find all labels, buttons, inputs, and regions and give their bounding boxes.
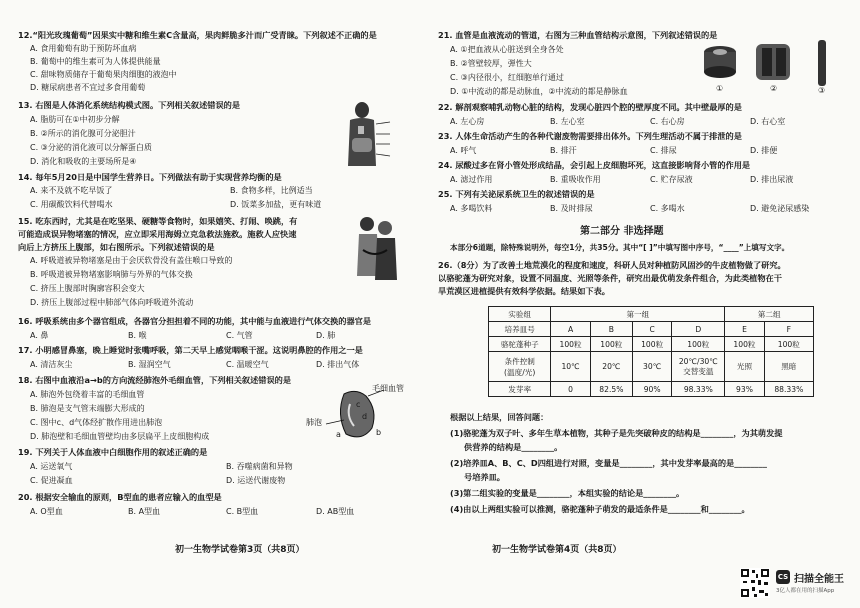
table-cell: 0	[551, 382, 590, 397]
q17-option-d: D. 排出气体	[316, 360, 360, 369]
table-cell: 培养皿号	[489, 322, 551, 337]
q24-option-d: D. 排出尿液	[750, 175, 794, 184]
q16-stem: 16. 呼吸系统由多个器官组成，各器官分担担着不同的功能，其中能与血液进行气体交换的器官是	[18, 316, 372, 326]
q17-option-a: A. 清洁灰尘	[30, 360, 73, 369]
cond-label-1: 条件控制	[504, 356, 535, 366]
q24-option-a: A. 滤过作用	[450, 175, 493, 184]
q20-option-d: D. AB型血	[316, 507, 355, 516]
answer-2b: 号培养皿。	[464, 472, 505, 482]
table-cell: 93%	[725, 382, 764, 397]
table-cell: 实验组	[489, 307, 551, 322]
q16-option-a: A. 鼻	[30, 331, 49, 340]
answer-2: (2)培养皿A、B、C、D四组进行对照，变量是________，其中发芽率最高的是________	[450, 458, 767, 468]
q16-option-c: C. 气管	[226, 331, 253, 340]
q23-option-d: D. 排便	[750, 146, 778, 155]
q13-option-c: C. ③分泌的消化液可以分解蛋白质	[30, 143, 152, 152]
q12-option-a: A. 食用葡萄有助于预防坏血病	[30, 44, 137, 53]
q15-option-b: B. 呼吸道被异物堵塞影响肺与外界的气体交换	[30, 270, 193, 279]
q21-option-a: A. ①把血液从心脏送到全身各处	[450, 45, 564, 54]
section-title: 第二部分 非选择题	[580, 226, 664, 237]
table-cell: 100粒	[590, 337, 632, 352]
q20-option-b: B. A型血	[128, 507, 161, 516]
q18-option-b: B. 肺泡是支气管末端膨大形成的	[30, 404, 145, 413]
q22-option-b: B. 左心室	[550, 117, 585, 126]
q14-option-d: D. 饭菜多加盐，更有味道	[230, 200, 322, 209]
brand-logo-icon: CS	[776, 570, 790, 584]
table-cell	[489, 352, 551, 382]
table-cell: 100粒	[725, 337, 764, 352]
q14-stem: 14. 每年5月20日是中国学生营养日。下列做法有助于实现营养均衡的是	[18, 172, 282, 182]
q15-stem-line3: 向后上方挤压上腹部，如右图所示。下列叙述错误的是	[18, 242, 215, 252]
q25-option-b: B. 及时排尿	[550, 204, 593, 213]
table-cell: E	[725, 322, 764, 337]
label-b: b	[376, 428, 382, 437]
q12-option-d: D. 糖尿病患者不宜过多食用葡萄	[30, 83, 146, 92]
q21-stem: 21. 血管是血液流动的管道，右图为三种血管结构示意图，下列叙述错误的是	[438, 30, 718, 40]
q13-option-a: A. 脂肪可在①中初步分解	[30, 115, 120, 124]
table-cell: B	[590, 322, 632, 337]
table-row	[489, 307, 814, 322]
q19-option-a: A. 运送氧气	[30, 462, 73, 471]
table-cell: C	[632, 322, 671, 337]
table-cell: 黑暗	[764, 352, 813, 382]
answer-intro: 根据以上结果，回答问题：	[450, 412, 549, 422]
label-d: d	[362, 412, 368, 421]
vessel-label-1: ①	[716, 84, 724, 93]
q18-stem: 18. 右图中血液沿a→b的方向流经肺泡外毛细血管，下列相关叙述错误的是	[18, 375, 292, 385]
table-cell: 20℃	[590, 352, 632, 382]
qr-code-icon	[740, 568, 770, 598]
experiment-table	[488, 306, 814, 397]
answer-4: (4)由以上两组实验可以推测，骆驼蓬种子萌发的最适条件是________和________。	[450, 504, 750, 514]
q21-option-c: C. ③内径很小，红细胞单行通过	[450, 73, 564, 82]
q12-option-c: C. 甜味物质储存于葡萄果肉细胞的液泡中	[30, 70, 177, 79]
table-row	[489, 322, 814, 337]
table-row	[489, 382, 814, 397]
q18-option-a: A. 肺泡外包绕着丰富的毛细血管	[30, 390, 145, 399]
q22-stem: 22. 解剖观察哺乳动物心脏的结构，发现心脏四个腔的壁厚度不同。其中壁最厚的是	[438, 102, 742, 112]
table-cell: 88.33%	[764, 382, 813, 397]
q15-option-a: A. 呼吸道被异物堵塞是由于会厌软骨没有盖住喉口导致的	[30, 256, 233, 265]
table-row	[489, 337, 814, 352]
q25-option-d: D. 避免泌尿感染	[750, 204, 810, 213]
q23-option-a: A. 呼气	[450, 146, 477, 155]
table-cell: 10℃	[551, 352, 590, 382]
heimlich-figure	[345, 214, 405, 288]
q16-option-b: B. 喉	[128, 331, 147, 340]
page-footer-left: 初一生物学试卷第3页（共8页）	[175, 545, 305, 555]
table-cell: 100粒	[632, 337, 671, 352]
q20-option-a: A. O型血	[30, 507, 63, 516]
q12-option-b: B. 葡萄中的维生素可为人体提供能量	[30, 57, 161, 66]
table-cell: 光照	[725, 352, 764, 382]
answer-3: (3)第二组实验的变量是________，本组实验的结论是________。	[450, 488, 685, 498]
cond-label-2: (温度/光)	[504, 367, 536, 377]
table-cell: 100粒	[764, 337, 813, 352]
label-c: c	[356, 400, 361, 409]
q15-stem-line2: 可能造成误异物堵塞的情况，应立即采用海姆立克急救法施救。施救人应快速	[18, 229, 297, 239]
table-cell: D	[672, 322, 725, 337]
table-cell: 98.33%	[672, 382, 725, 397]
q19-option-d: D. 运送代谢废物	[226, 476, 286, 485]
q25-option-a: A. 多喝饮料	[450, 204, 493, 213]
q23-option-b: B. 排汗	[550, 146, 577, 155]
q18-option-c: C. 图中c、d气体经扩散作用进出肺泡	[30, 418, 163, 427]
answer-1: (1)骆驼蓬为双子叶、多年生草本植物，其种子是先突破种皮的结构是________，为其萌发提	[450, 428, 783, 438]
q16-option-d: D. 肺	[316, 331, 336, 340]
q19-stem: 19. 下列关于人体血液中白细胞作用的叙述正确的是	[18, 447, 208, 457]
q19-option-c: C. 促进凝血	[30, 476, 73, 485]
table-cell: 第一组	[551, 307, 725, 322]
q20-option-c: C. B型血	[226, 507, 259, 516]
q15-stem-line1: 15. 吃东西时，尤其是在吃坚果、硬糖等食物时，如果嬉笑、打闹、唤跳，有	[18, 216, 298, 226]
q21-option-d: D. ①中流动的都是动脉血，②中流动的都是静脉血	[450, 87, 628, 96]
q15-option-d: D. 挤压上腹部过程中肺部气体向呼吸道外流动	[30, 298, 194, 307]
right-page	[430, 0, 860, 608]
q26-stem-line3: 旱荒漠区进植提供有效科学依据。结果如下表。	[438, 286, 610, 296]
table-cell: F	[764, 322, 813, 337]
section-intro: 本部分6道题，除特殊说明外，每空1分，共35分。其中“[ ]”中填写图中序号，“____”上填写文字。	[450, 243, 790, 252]
q25-stem: 25. 下列有关泌尿系统卫生的叙述错误的是	[438, 189, 595, 199]
q18-option-d: D. 肺泡壁和毛细血管壁均由多层扁平上皮细胞构成	[30, 432, 210, 441]
q13-option-d: D. 消化和吸收的主要场所是④	[30, 157, 137, 166]
q20-stem: 20. 根据安全输血的原则，B型血的患者应输入的血型是	[18, 492, 222, 502]
q26-stem-line1: 26.（8分）为了改善土地荒漠化的程度和速度，科研人员对种植防风固沙的牛皮植物做了研究。	[438, 260, 786, 270]
table-row	[489, 352, 814, 382]
q14-option-b: B. 食物多样，比例适当	[230, 186, 313, 195]
table-cell: 82.5%	[590, 382, 632, 397]
q21-option-b: B. ②管壁较厚，弹性大	[450, 59, 532, 68]
q25-option-c: C. 多喝水	[650, 204, 685, 213]
q22-option-d: D. 右心室	[750, 117, 786, 126]
q12-stem: 12.“阳光玫瑰葡萄”因果实中糖和维生素C含量高，果肉鲜脆多汁而广受青睐。下列叙述不正确的是	[18, 30, 377, 40]
brand-name: 扫描全能王	[794, 574, 844, 585]
table-cell: 20℃/30℃ 交替变温	[672, 352, 725, 382]
q17-stem: 17. 小明感冒鼻塞，晚上睡觉时张嘴呼吸，第二天早上感觉咽喉干涩。这说明鼻腔的作用之一是	[18, 345, 363, 355]
q14-option-a: A. 来不及就不吃早饭了	[30, 186, 113, 195]
q24-option-b: B. 重吸收作用	[550, 175, 601, 184]
q22-option-a: A. 左心房	[450, 117, 485, 126]
table-cell: 第二组	[725, 307, 814, 322]
q26-stem-line2: 以骆驼蓬为研究对象，设置不同温度、光照等条件，研究出最优萌发条件组合，为此类植物在干	[438, 273, 782, 283]
table-cell: 90%	[632, 382, 671, 397]
table-cell: 骆驼蓬种子	[489, 337, 551, 352]
q15-option-c: C. 挤压上腹部时胸廓容积会变大	[30, 284, 145, 293]
label-a: a	[336, 430, 341, 439]
q13-option-b: B. ②所示的消化腺可分泌胆汁	[30, 129, 136, 138]
vessel-label-2: ②	[770, 84, 778, 93]
q19-option-b: B. 吞噬病菌和异物	[226, 462, 293, 471]
page-footer-right: 初一生物学试卷第4页（共8页）	[492, 545, 622, 555]
q17-option-c: C. 温暖空气	[226, 360, 269, 369]
q17-option-b: B. 湿润空气	[128, 360, 171, 369]
q23-option-c: C. 排尿	[650, 146, 677, 155]
capillary-label: 毛细血管	[372, 384, 404, 393]
q22-option-c: C. 右心房	[650, 117, 685, 126]
q24-option-c: C. 贮存尿液	[650, 175, 693, 184]
alveolus-figure	[306, 384, 406, 444]
brand-tagline: 3亿人都在用的扫描App	[776, 588, 835, 594]
q23-stem: 23. 人体生命活动产生的各种代谢废物需要排出体外。下列生理活动不属于排泄的是	[438, 131, 742, 141]
table-cell: 发芽率	[489, 382, 551, 397]
vessel-label-3: ③	[818, 86, 826, 95]
q24-stem: 24. 尿酸过多在肾小管处形成结晶，会引起上皮细胞坏死，这直接影响肾小管的作用是	[438, 160, 751, 170]
answer-1b: 供营养的结构是________。	[464, 442, 563, 452]
q14-option-c: C. 用碳酸饮料代替喝水	[30, 200, 113, 209]
blood-vessels-figure	[698, 36, 838, 96]
table-cell: A	[551, 322, 590, 337]
table-cell: 100粒	[551, 337, 590, 352]
table-cell: 100粒	[672, 337, 725, 352]
alveolus-label: 肺泡	[306, 418, 322, 427]
table-cell: 30℃	[632, 352, 671, 382]
q13-stem: 13. 右图是人体消化系统结构模式图。下列相关叙述错误的是	[18, 100, 241, 110]
digestive-system-figure	[338, 100, 398, 168]
